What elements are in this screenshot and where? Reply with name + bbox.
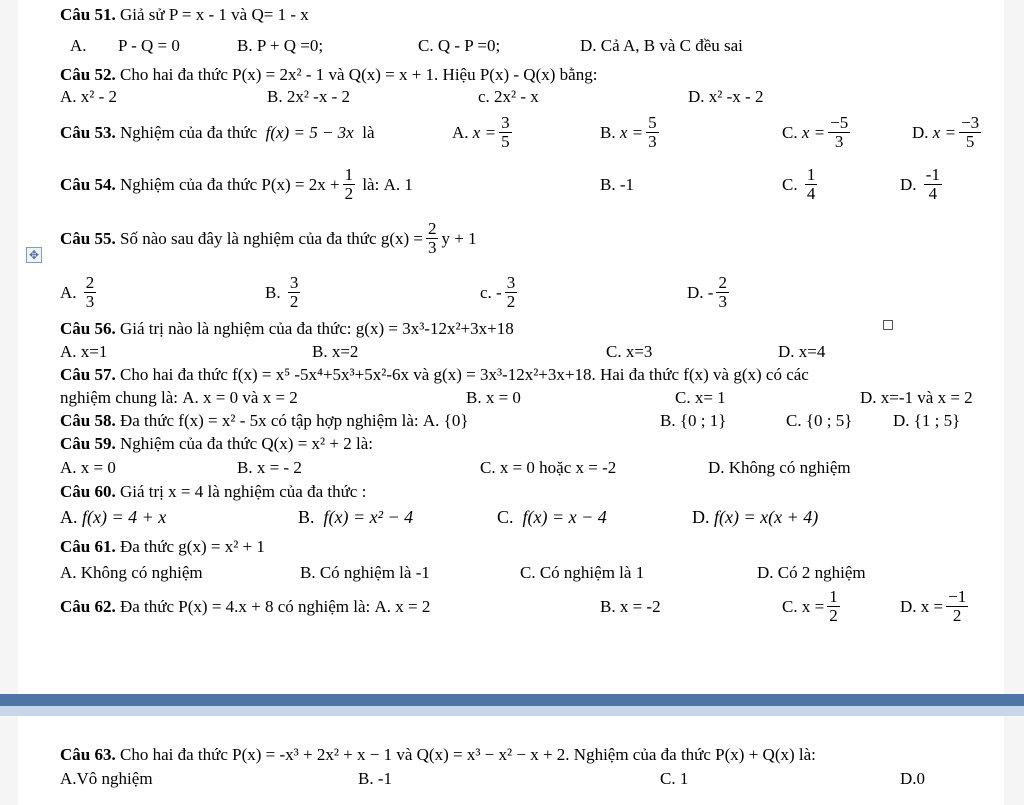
- fraction: [828, 114, 850, 151]
- q62-option-c: [782, 584, 843, 628]
- q51-option-c: [418, 37, 500, 54]
- q58-d: D. {1 ; 5}: [893, 411, 961, 430]
- q52-stem: [60, 66, 597, 83]
- q60-c: C.: [497, 507, 514, 527]
- q51-label: Câu 51.: [60, 5, 116, 24]
- q51-option-b: [237, 37, 323, 54]
- q63-b: B. -1: [358, 769, 392, 788]
- q54-d-d: 4: [928, 183, 938, 203]
- q56-c: C. x=3: [606, 342, 653, 361]
- page-break-bar: [0, 694, 1024, 706]
- q53-c-d: 3: [834, 131, 844, 151]
- q62-d-d: 2: [952, 605, 962, 625]
- q62-option-b: [600, 584, 661, 628]
- q62-c: C. x =: [782, 596, 825, 616]
- q53-a-n: 3: [501, 112, 510, 132]
- q63-label: Câu 63.: [60, 745, 116, 764]
- q62-b: B. x = -2: [600, 596, 661, 616]
- q62-option-d: [900, 584, 971, 628]
- q53-d-d: 5: [965, 131, 975, 151]
- q52-label: Câu 52.: [60, 65, 116, 84]
- q53-option-c: [782, 110, 853, 154]
- q53-label: Câu 53.: [60, 122, 116, 142]
- q53-b-x: x =: [619, 122, 644, 142]
- q54-c: C.: [782, 174, 798, 194]
- q59-stem: Nghiệm của đa thức Q(x) = x² + 2 là:: [119, 434, 373, 453]
- q56-a: A. x=1: [60, 342, 108, 361]
- q53-option-d: [912, 110, 984, 154]
- q61-d: D. Có 2 nghiệm: [757, 563, 866, 582]
- q57-option-b: [466, 389, 521, 406]
- q57-stem2: nghiệm chung là:: [60, 388, 179, 407]
- q53-fx: f(x) = 5 − 3x: [265, 122, 354, 142]
- q54-c-d: 4: [806, 183, 816, 203]
- q55-tail: y + 1: [441, 228, 477, 248]
- q59-a: A. x = 0: [60, 458, 116, 477]
- q55-b-n: 3: [289, 272, 299, 292]
- q62-stem: [60, 584, 430, 628]
- fraction: [84, 274, 97, 311]
- q62-label: Câu 62.: [60, 596, 116, 616]
- q53-d-n: −3: [961, 112, 980, 132]
- q51-stem: [60, 6, 309, 23]
- q54-d-n: -1: [925, 164, 940, 184]
- q52-a: A. x² - 2: [60, 87, 118, 106]
- q56-option-c: [606, 343, 652, 360]
- q51-option-a-text: [118, 37, 180, 54]
- q55-label: Câu 55.: [60, 228, 116, 248]
- q58-stem: Đa thức f(x) = x² - 5x có tập hợp nghiệm là:: [119, 411, 419, 430]
- q55-d: D. -: [687, 282, 714, 302]
- q60-b: B.: [298, 507, 315, 527]
- q53-a-x: x =: [472, 122, 497, 142]
- q51-a: A.: [70, 36, 87, 55]
- q53-la: là: [362, 122, 375, 142]
- q56-stem: [60, 320, 514, 337]
- q55-c-n: 3: [506, 272, 516, 292]
- q61-option-d: [757, 564, 866, 581]
- q62-d-n: −1: [948, 586, 967, 606]
- q63-option-a: [60, 770, 153, 787]
- q63-option-b: [358, 770, 392, 787]
- q63-option-d: [900, 770, 925, 787]
- q61-label: Câu 61.: [60, 537, 116, 556]
- q53-d-x: x =: [932, 122, 957, 142]
- q62-c-d: 2: [829, 605, 838, 625]
- q60-option-c: [497, 508, 607, 526]
- fraction: [646, 114, 659, 151]
- q55-option-c: [480, 270, 520, 314]
- q52-b: B. 2x² -x - 2: [267, 87, 351, 106]
- q51-c: C. Q - P =0;: [418, 36, 501, 55]
- q55-d-n: 2: [718, 272, 727, 292]
- q54-s-n: 1: [344, 164, 354, 184]
- fraction: [288, 274, 301, 311]
- fraction: [716, 274, 729, 311]
- q53-a-d: 5: [501, 131, 510, 151]
- q53-c: C.: [782, 122, 798, 142]
- q56-label: Câu 56.: [60, 319, 116, 338]
- q55-stem: Số nào sau đây là nghiệm của đa thức g(x) =: [119, 228, 423, 248]
- q58-option-c: [786, 412, 852, 429]
- q51-text: Giả sử P = x - 1 và Q= 1 - x: [119, 5, 309, 24]
- q58-option-d: [893, 412, 960, 429]
- q58-c: C. {0 ; 5}: [786, 411, 853, 430]
- q55-s-d: 3: [427, 237, 437, 257]
- q53-b-n: 5: [648, 112, 657, 132]
- q58-label: Câu 58.: [60, 411, 116, 430]
- fraction: [805, 166, 818, 203]
- q59-d: D. Không có nghiệm: [708, 458, 851, 477]
- q60-option-a: [60, 508, 166, 526]
- q54-stem: [60, 162, 413, 206]
- q53-c-n: −5: [830, 112, 849, 132]
- q59-c: C. x = 0 hoặc x = -2: [480, 458, 617, 477]
- q54-option-a: A. 1: [383, 174, 413, 194]
- q59-b: B. x = - 2: [237, 458, 302, 477]
- q55-a-n: 2: [85, 272, 95, 292]
- q53-stem: [60, 112, 375, 152]
- q55-option-a: [60, 270, 99, 314]
- fraction: [499, 114, 512, 151]
- q52-stem: Cho hai đa thức P(x) = 2x² - 1 và Q(x) = x + 1. Hiệu P(x) - Q(x) bằng:: [119, 65, 598, 84]
- q60-d: D.: [692, 507, 710, 527]
- q53-stem: Nghiệm của đa thức: [119, 122, 258, 142]
- q56-stem: Giá trị nào là nghiệm của đa thức: g(x) = 3x³-12x²+3x+18: [119, 319, 514, 338]
- q63-stem: Cho hai đa thức P(x) = -x³ + 2x² + x − 1 và Q(x) = x³ − x² − x + 2. Nghiệm của đa thức P(x) + Q(x) là:: [119, 745, 816, 764]
- q52-c: c. 2x² - x: [478, 87, 539, 106]
- q57-b: B. x = 0: [466, 388, 521, 407]
- q63-stem: [60, 746, 816, 763]
- q60-option-b: [298, 508, 413, 526]
- q58-option-a: A. {0}: [422, 411, 469, 430]
- q53-option-b: [600, 110, 662, 154]
- q52-option-a: [60, 88, 117, 105]
- q57-label: Câu 57.: [60, 365, 116, 384]
- q60-b-t: f(x) = x² − 4: [323, 507, 414, 527]
- q56-option-d: [778, 343, 825, 360]
- q55-b: B.: [265, 282, 281, 302]
- q60-stem: [60, 483, 366, 500]
- q57-stem: [60, 366, 809, 383]
- q54-option-d: [900, 162, 945, 206]
- q59-stem: [60, 435, 373, 452]
- fraction: [946, 588, 968, 625]
- q57-option-c: [675, 389, 726, 406]
- q54-d: D.: [900, 174, 917, 194]
- q60-option-d: [692, 508, 818, 526]
- q61-option-c: [520, 564, 644, 581]
- q55-d-d: 3: [718, 291, 727, 311]
- q53-option-a: [452, 110, 515, 154]
- page-break-shadow: [0, 706, 1024, 716]
- q58-stem: [60, 412, 469, 429]
- q54-c-n: 1: [806, 164, 816, 184]
- q52-d: D. x² -x - 2: [688, 87, 764, 106]
- q54-label: Câu 54.: [60, 174, 116, 194]
- q54-b: B. -1: [600, 174, 634, 194]
- q52-option-d: [688, 88, 763, 105]
- q61-stem: Đa thức g(x) = x² + 1: [119, 537, 265, 556]
- q62-option-a: A. x = 2: [374, 596, 431, 616]
- q63-a: A.Vô nghiệm: [60, 769, 153, 788]
- q56-d: D. x=4: [778, 342, 826, 361]
- q57-option-a: A. x = 0 và x = 2: [182, 388, 298, 407]
- q57-option-d: [860, 389, 973, 406]
- q55-option-b: [265, 270, 303, 314]
- q51-d: D. Cả A, B và C đều sai: [580, 36, 743, 55]
- q54-s-d: 2: [344, 183, 354, 203]
- q51-b: B. P + Q =0;: [237, 36, 324, 55]
- q55-c-d: 2: [506, 291, 516, 311]
- q61-a: A. Không có nghiệm: [60, 563, 203, 582]
- q60-c-t: f(x) = x − 4: [522, 507, 607, 527]
- q63-d: D.0: [900, 769, 926, 788]
- q51-option-d: [580, 37, 743, 54]
- q60-a: A.: [60, 507, 78, 527]
- q56-b: B. x=2: [312, 342, 359, 361]
- q55-option-d: [687, 270, 732, 314]
- q53-d: D.: [912, 122, 929, 142]
- q53-b-d: 3: [648, 131, 657, 151]
- q60-label: Câu 60.: [60, 482, 116, 501]
- q57-d: D. x=-1 và x = 2: [860, 388, 973, 407]
- q59-option-d: [708, 459, 851, 476]
- fraction: [343, 166, 356, 203]
- q58-option-b: [660, 412, 726, 429]
- square-marker: [883, 320, 893, 330]
- q52-option-c: [478, 88, 539, 105]
- q55-a-d: 3: [85, 291, 95, 311]
- q62-d: D. x =: [900, 596, 944, 616]
- q55-s-n: 2: [427, 218, 437, 238]
- q54-option-c: [782, 162, 820, 206]
- q54-stem: Nghiệm của đa thức P(x) = 2x +: [119, 174, 340, 194]
- q61-b: B. Có nghiệm là -1: [300, 563, 430, 582]
- q57-stem-2: [60, 389, 298, 406]
- q56-option-b: [312, 343, 358, 360]
- left-margin: [0, 0, 18, 805]
- fraction: [959, 114, 981, 151]
- q54-la: là:: [362, 174, 380, 194]
- move-cross-icon[interactable]: ✥: [26, 247, 42, 263]
- q52-option-b: [267, 88, 350, 105]
- q60-d-t: f(x) = x(x + 4): [714, 507, 819, 527]
- q62-c-n: 1: [829, 586, 838, 606]
- q55-a: A.: [60, 282, 77, 302]
- q59-option-c: [480, 459, 616, 476]
- q58-b: B. {0 ; 1}: [660, 411, 727, 430]
- right-margin: [1004, 0, 1024, 805]
- q57-c: C. x= 1: [675, 388, 726, 407]
- q63-option-c: [660, 770, 688, 787]
- fraction: [827, 588, 840, 625]
- q55-stem: [60, 216, 477, 260]
- q61-option-a: [60, 564, 203, 581]
- fraction: [426, 220, 439, 257]
- q61-option-b: [300, 564, 430, 581]
- q54-option-b: [600, 162, 634, 206]
- q61-c: C. Có nghiệm là 1: [520, 563, 645, 582]
- q61-stem: [60, 538, 265, 555]
- fraction: [924, 166, 942, 203]
- q60-stem: Giá trị x = 4 là nghiệm của đa thức :: [119, 482, 367, 501]
- q60-a-t: f(x) = 4 + x: [82, 507, 167, 527]
- q57-stem: Cho hai đa thức f(x) = x⁵ -5x⁴+5x³+5x²-6x và g(x) = 3x³-12x²+3x+18. Hai đa thức f(x) và g(x) có các: [119, 365, 809, 384]
- q62-stem: Đa thức P(x) = 4.x + 8 có nghiệm là:: [119, 596, 371, 616]
- q53-c-x: x =: [801, 122, 826, 142]
- q55-c: c. -: [480, 282, 502, 302]
- q51-a-t: P - Q = 0: [118, 36, 180, 55]
- q53-a: A.: [452, 122, 469, 142]
- q56-option-a: [60, 343, 107, 360]
- q63-c: C. 1: [660, 769, 689, 788]
- q59-option-b: [237, 459, 302, 476]
- q51-option-a: [70, 37, 87, 54]
- q55-b-d: 2: [289, 291, 299, 311]
- fraction: [505, 274, 518, 311]
- q59-option-a: [60, 459, 116, 476]
- q59-label: Câu 59.: [60, 434, 116, 453]
- q53-b: B.: [600, 122, 616, 142]
